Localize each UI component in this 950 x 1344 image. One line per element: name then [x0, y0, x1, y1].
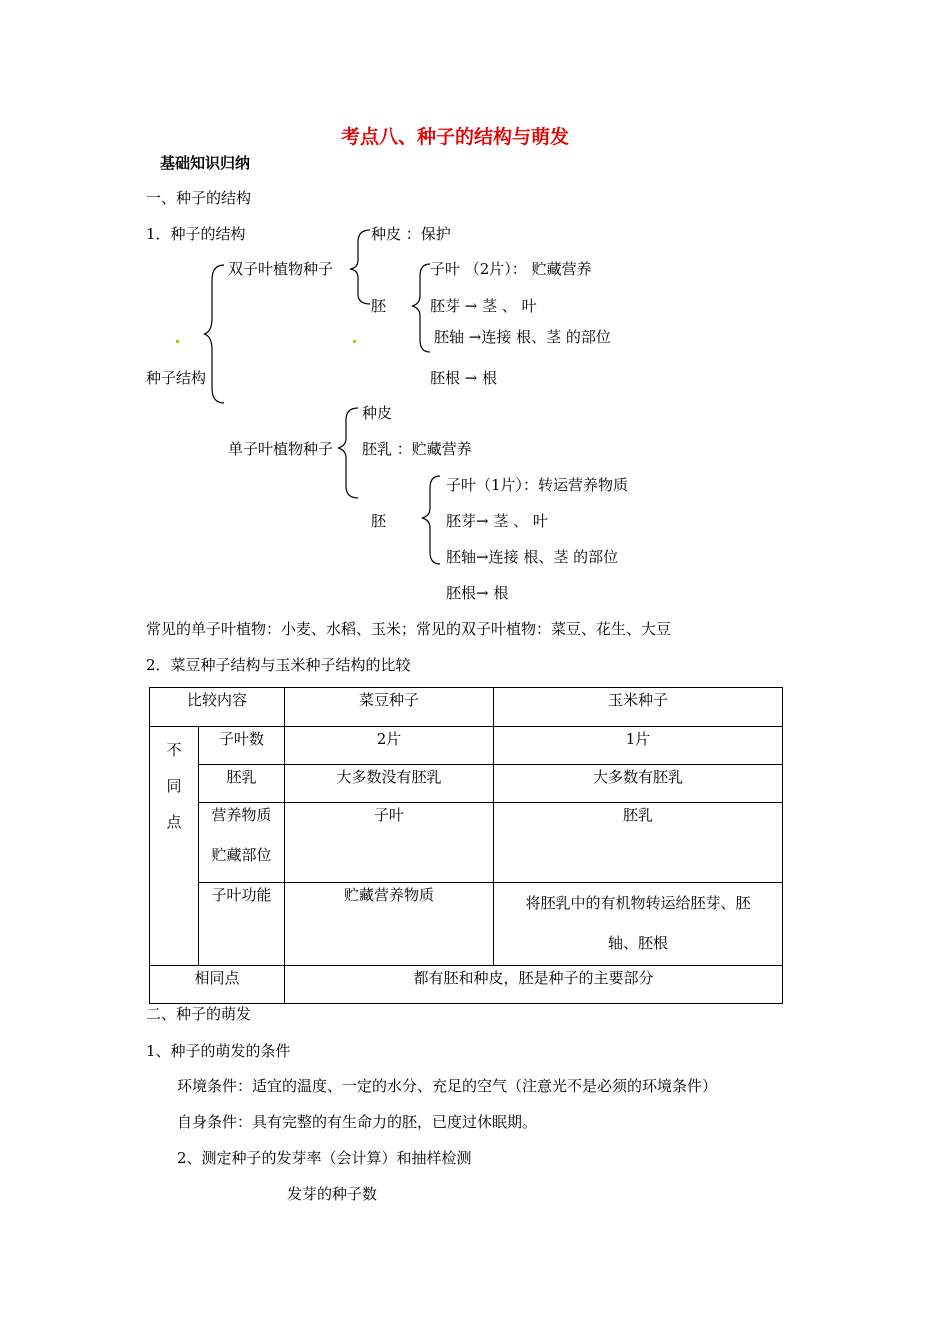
table-row	[150, 727, 783, 765]
same-label: 相同点	[150, 966, 285, 1004]
corn-cell: 将胚乳中的有机物转运给胚芽、胚 轴、胚根	[494, 883, 783, 966]
dicot-radicle: 胚根 → 根	[430, 369, 498, 387]
monocot-plumule: 胚芽→ 茎 、 叶	[446, 512, 548, 530]
comparison-table	[149, 687, 783, 1004]
bean-cell: 贮藏营养物质	[285, 883, 494, 966]
same-value: 都有胚和种皮，胚是种子的主要部分	[285, 966, 783, 1004]
monocot-brace	[338, 408, 358, 498]
header-compare: 比较内容	[150, 688, 285, 727]
item2-heading: 2．菜豆种子结构与玉米种子结构的比较	[146, 656, 411, 674]
table-row	[150, 765, 783, 803]
header-bean: 菜豆种子	[285, 688, 494, 727]
monocot-label: 单子叶植物种子	[228, 440, 334, 458]
common-plants: 常见的单子叶植物：小麦、水稻、玉米；常见的双子叶植物：菜豆、花生、大豆	[146, 620, 672, 638]
root-label: 种子结构	[146, 369, 207, 387]
monocot-hypocotyl: 胚轴→连接 根、茎 的部位	[446, 548, 619, 566]
header-corn: 玉米种子	[494, 688, 783, 727]
table-row	[150, 803, 783, 883]
dicot-embryo: 胚	[371, 297, 387, 315]
bean-cell: 大多数没有胚乳	[285, 765, 494, 803]
dicot-cotyledon: 子叶 （2片）： 贮藏营养	[430, 260, 592, 278]
row-label: 胚乳	[199, 765, 285, 803]
monocot-cotyledon: 子叶（1片）：转运营养物质	[446, 476, 629, 494]
section1-heading: 一、种子的结构	[146, 189, 252, 207]
corn-cell: 大多数有胚乳	[494, 765, 783, 803]
monocot-embryo: 胚	[371, 512, 387, 530]
section2-item1: 1、种子的萌发的条件	[146, 1042, 291, 1060]
main-brace	[204, 265, 224, 403]
row-label: 营养物质 贮藏部位	[199, 803, 285, 883]
dicot-seed-coat: 种皮 ：保护	[371, 225, 451, 243]
page-title: 考点八、种子的结构与萌发	[341, 126, 570, 148]
section2-heading: 二、种子的萌发	[146, 1005, 252, 1023]
dicot-hypocotyl: 胚轴 →连接 根、茎 的部位	[434, 328, 611, 346]
monocot-endosperm: 胚乳 ：贮藏营养	[362, 440, 472, 458]
formula-numerator: 发芽的种子数	[287, 1185, 378, 1203]
row-label: 子叶数	[199, 727, 285, 765]
marker-dot	[176, 340, 179, 343]
section2-item2: 2、测定种子的发芽率（会计算）和抽样检测	[177, 1149, 472, 1167]
bean-cell: 2片	[285, 727, 494, 765]
dicot-plumule: 胚芽 → 茎 、 叶	[430, 297, 537, 315]
item1-heading: 1．种子的结构	[146, 225, 246, 243]
dicot-embryo-brace	[412, 264, 430, 352]
dicot-label: 双子叶植物种子	[228, 260, 334, 278]
dicot-brace	[350, 230, 370, 304]
group-label: 不 同 点	[150, 727, 199, 966]
marker-dot	[353, 340, 356, 343]
env-conditions: 环境条件：适宜的温度、一定的水分、充足的空气（注意光不是必须的环境条件）	[177, 1077, 718, 1095]
monocot-embryo-brace	[422, 476, 440, 564]
table-header-row	[150, 688, 783, 727]
monocot-radicle: 胚根→ 根	[446, 584, 509, 602]
corn-cell: 胚乳	[494, 803, 783, 883]
monocot-seed-coat: 种皮	[362, 404, 393, 422]
bean-cell: 子叶	[285, 803, 494, 883]
row-label: 子叶功能	[199, 883, 285, 966]
self-conditions: 自身条件：具有完整的有生命力的胚，已度过休眠期。	[177, 1113, 538, 1131]
table-row-same	[150, 966, 783, 1004]
table-row	[150, 883, 783, 966]
corn-cell: 1片	[494, 727, 783, 765]
subtitle: 基础知识归纳	[160, 154, 251, 172]
